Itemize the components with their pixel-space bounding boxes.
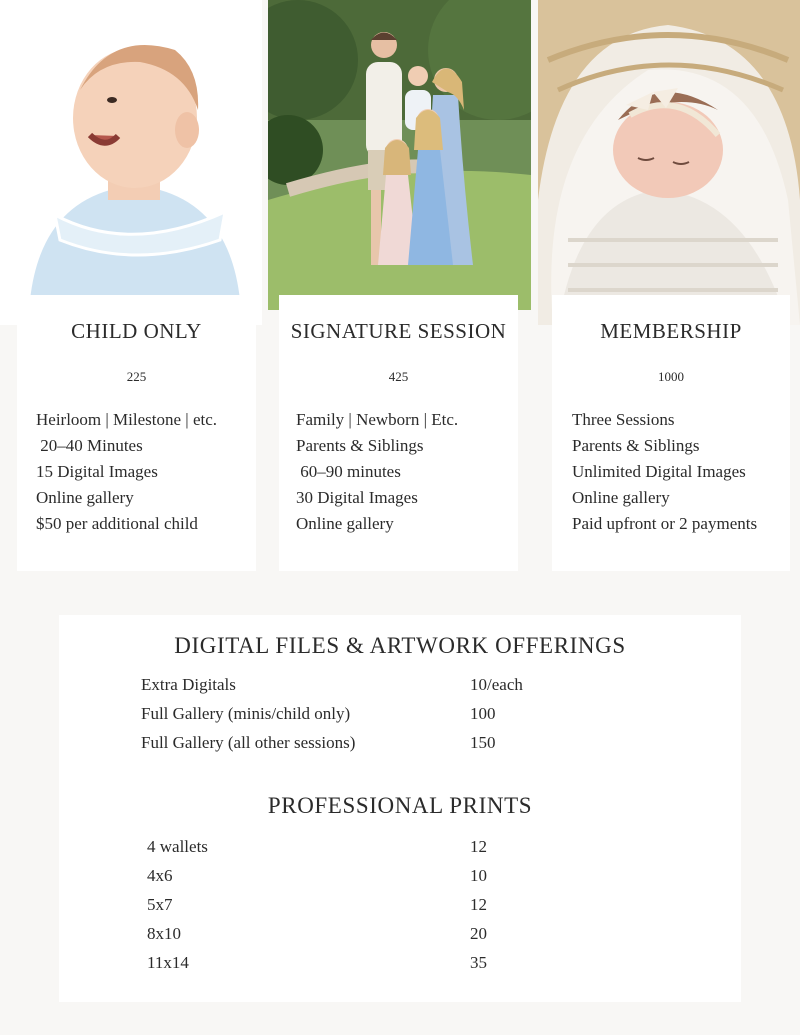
package-title: MEMBERSHIP: [600, 319, 742, 343]
digital-offerings-title: DIGITAL FILES & ARTWORK OFFERINGS: [174, 633, 626, 658]
item-label: 5x7: [147, 895, 173, 914]
price-row: [59, 924, 741, 953]
feature-item: Heirloom | Milestone | etc.: [36, 410, 218, 429]
prints-title: PROFESSIONAL PRINTS: [267, 793, 533, 818]
package-price: 425: [388, 369, 409, 384]
item-price: 12: [470, 895, 487, 914]
item-price: 20: [470, 924, 487, 943]
price-row: [59, 704, 741, 733]
item-price: 10: [470, 866, 487, 885]
feature-item: Unlimited Digital Images: [572, 462, 746, 481]
package-price: 225: [126, 369, 147, 384]
item-label: 8x10: [147, 924, 181, 943]
package-card-child-only: [17, 295, 256, 571]
package-features: [296, 407, 458, 537]
feature-item: 60–90 minutes: [296, 462, 401, 481]
feature-item: Online gallery: [572, 488, 670, 507]
price-row: [59, 733, 741, 762]
package-features: [36, 407, 217, 537]
item-price: 12: [470, 837, 487, 856]
price-row: [59, 953, 741, 982]
newborn-photo: [538, 0, 800, 325]
package-title: SIGNATURE SESSION: [290, 319, 507, 343]
item-price: 10/each: [470, 675, 523, 694]
item-label: Full Gallery (minis/child only): [141, 704, 351, 723]
price-row: [59, 895, 741, 924]
price-row: [59, 837, 741, 866]
feature-item: 30 Digital Images: [296, 488, 418, 507]
package-features: [572, 407, 757, 537]
package-title: CHILD ONLY: [71, 319, 202, 343]
child-photo: [0, 0, 262, 325]
feature-item: $50 per additional child: [36, 514, 198, 533]
package-card-membership: [552, 295, 790, 571]
family-photo: [268, 0, 531, 310]
package-card-signature-session: [279, 295, 518, 571]
feature-item: Parents & Siblings: [572, 436, 700, 455]
prints-list: [59, 837, 741, 982]
feature-item: 15 Digital Images: [36, 462, 158, 481]
price-row: [59, 675, 741, 704]
feature-item: Parents & Siblings: [296, 436, 424, 455]
item-label: Full Gallery (all other sessions): [141, 733, 356, 752]
item-label: 4x6: [147, 866, 173, 885]
digital-offerings-list: [59, 675, 741, 762]
item-label: 11x14: [147, 953, 189, 972]
item-price: 100: [470, 704, 496, 723]
price-row: [59, 866, 741, 895]
item-price: 150: [470, 733, 496, 752]
package-price: 1000: [658, 369, 684, 384]
feature-item: Paid upfront or 2 payments: [572, 514, 758, 533]
item-label: Extra Digitals: [141, 675, 236, 694]
feature-item: Online gallery: [296, 514, 394, 533]
item-price: 35: [470, 953, 487, 972]
item-label: 4 wallets: [147, 837, 208, 856]
feature-item: Family | Newborn | Etc.: [296, 410, 459, 429]
feature-item: 20–40 Minutes: [36, 436, 143, 455]
feature-item: Online gallery: [36, 488, 134, 507]
offerings-panel: [59, 615, 741, 1002]
feature-item: Three Sessions: [572, 410, 675, 429]
